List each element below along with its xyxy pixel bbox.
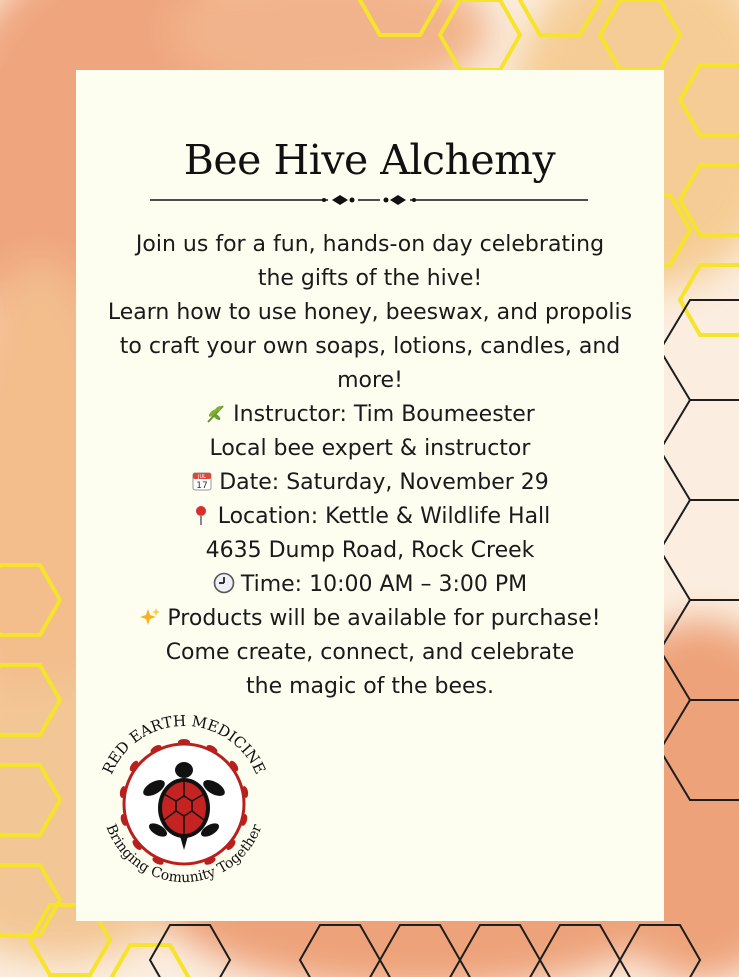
calendar-day: 17 (196, 481, 208, 491)
learn-line-2: to craft your own soaps, lotions, candles, and (119, 334, 621, 359)
instructor-line (76, 398, 664, 432)
instructor-text: Instructor: Tim Boumeester (233, 402, 535, 427)
products-line (76, 602, 664, 636)
time-text: Time: 10:00 AM – 3:00 PM (240, 572, 528, 597)
page-title: Bee Hive Alchemy (183, 136, 556, 184)
divider-ornament (150, 188, 588, 212)
location-text: Location: Kettle & Wildlife Hall (217, 504, 551, 529)
address-line: 4635 Dump Road, Rock Creek (205, 538, 535, 563)
learn-line-1: Learn how to use honey, beeswax, and propolis (107, 300, 633, 325)
intro-line-2: the gifts of the hive! (257, 266, 483, 291)
red-earth-medicine-logo (84, 704, 284, 904)
products-text: Products will be available for purchase! (167, 606, 601, 631)
sparkles-icon (139, 606, 161, 628)
logo-bottom-text: Bringing Comunity Together (102, 822, 266, 887)
event-description (76, 228, 664, 704)
date-line (76, 466, 664, 500)
pin-icon (190, 504, 212, 526)
instructor-subtitle: Local bee expert & instructor (209, 436, 531, 461)
calendar-month: JUL (198, 474, 207, 480)
date-text: Date: Saturday, November 29 (219, 470, 549, 495)
closing-line-2: the magic of the bees. (246, 674, 494, 699)
clock-icon (213, 572, 235, 594)
time-line (76, 568, 664, 602)
learn-line-3: more! (337, 368, 403, 393)
location-line (76, 500, 664, 534)
closing-line-1: Come create, connect, and celebrate (165, 640, 575, 665)
herb-icon (205, 402, 227, 424)
logo-top-text: RED EARTH MEDICINE (98, 711, 270, 777)
calendar-icon (191, 470, 213, 492)
intro-line-1: Join us for a fun, hands-on day celebrating (135, 232, 605, 257)
